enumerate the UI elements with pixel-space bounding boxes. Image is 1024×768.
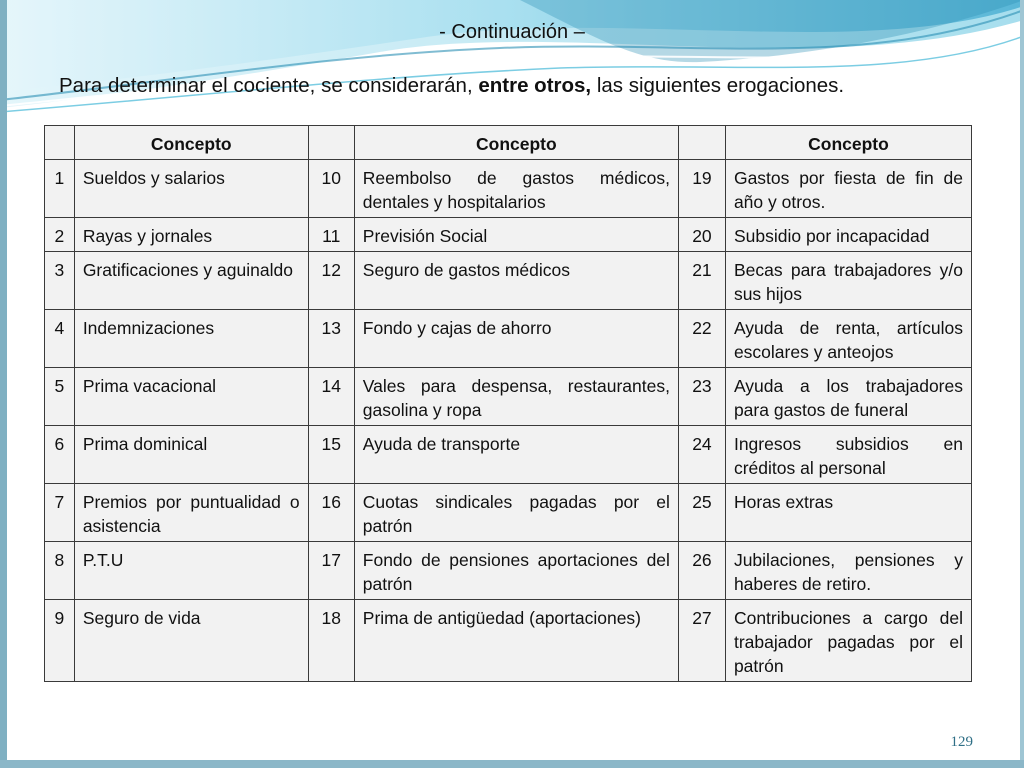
- concept-text: Gratificaciones y aguinaldo: [74, 252, 308, 310]
- concept-number: 23: [678, 368, 725, 426]
- concept-text: Sueldos y salarios: [74, 160, 308, 218]
- concept-text: Prima vacacional: [74, 368, 308, 426]
- left-frame-border: [0, 0, 7, 768]
- concept-number: 7: [45, 484, 75, 542]
- concept-number: 22: [678, 310, 725, 368]
- concept-number: 6: [45, 426, 75, 484]
- page-number: 129: [950, 734, 973, 750]
- concept-number: 14: [308, 368, 354, 426]
- concept-text: Fondo y cajas de ahorro: [354, 310, 678, 368]
- concept-number: 26: [678, 542, 725, 600]
- bottom-frame-border: [0, 760, 1024, 768]
- concept-text: P.T.U: [74, 542, 308, 600]
- concepts-table: [44, 125, 972, 682]
- concept-number: 9: [45, 600, 75, 682]
- concept-text: Seguro de vida: [74, 600, 308, 682]
- table-row: [45, 542, 972, 600]
- table-row: [45, 600, 972, 682]
- concept-number: 3: [45, 252, 75, 310]
- concept-text: Seguro de gastos médicos: [354, 252, 678, 310]
- header-concepto: Concepto: [354, 126, 678, 160]
- intro-text-start: Para determinar el cociente, se considerarán,: [59, 74, 479, 97]
- concept-text: Becas para trabajadores y/o sus hijos: [725, 252, 971, 310]
- concept-number: 21: [678, 252, 725, 310]
- table-row: [45, 160, 972, 218]
- concept-text: Reembolso de gastos médicos, dentales y hospitalarios: [354, 160, 678, 218]
- concept-number: 27: [678, 600, 725, 682]
- concept-number: 19: [678, 160, 725, 218]
- intro-paragraph: [59, 74, 1019, 98]
- table-header-row: [45, 126, 972, 160]
- concept-text: Gastos por fiesta de fin de año y otros.: [725, 160, 971, 218]
- table-row: [45, 426, 972, 484]
- table-row: [45, 252, 972, 310]
- concept-text: Cuotas sindicales pagadas por el patrón: [354, 484, 678, 542]
- concept-text: Ayuda de renta, artículos escolares y anteojos: [725, 310, 971, 368]
- concept-number: 5: [45, 368, 75, 426]
- concept-number: 18: [308, 600, 354, 682]
- table-row: [45, 368, 972, 426]
- concept-number: 11: [308, 218, 354, 252]
- concept-text: Previsión Social: [354, 218, 678, 252]
- concept-text: Premios por puntualidad o asistencia: [74, 484, 308, 542]
- intro-text-end: las siguientes erogaciones.: [591, 74, 845, 97]
- concept-text: Prima de antigüedad (aportaciones): [354, 600, 678, 682]
- table-row: [45, 484, 972, 542]
- table-row: [45, 218, 972, 252]
- table-row: [45, 310, 972, 368]
- concept-text: Jubilaciones, pensiones y haberes de retiro.: [725, 542, 971, 600]
- concept-text: Ayuda a los trabajadores para gastos de funeral: [725, 368, 971, 426]
- concept-number: 10: [308, 160, 354, 218]
- concept-text: Contribuciones a cargo del trabajador pagadas por el patrón: [725, 600, 971, 682]
- concept-number: 25: [678, 484, 725, 542]
- intro-text-bold: entre otros,: [478, 74, 592, 97]
- header-num: [678, 126, 725, 160]
- concept-number: 8: [45, 542, 75, 600]
- concept-number: 12: [308, 252, 354, 310]
- header-num: [45, 126, 75, 160]
- concept-number: 15: [308, 426, 354, 484]
- concept-text: Ayuda de transporte: [354, 426, 678, 484]
- concept-number: 17: [308, 542, 354, 600]
- concept-text: Ingresos subsidios en créditos al personal: [725, 426, 971, 484]
- concept-number: 16: [308, 484, 354, 542]
- concept-text: Vales para despensa, restaurantes, gasolina y ropa: [354, 368, 678, 426]
- right-frame-border: [1020, 0, 1024, 768]
- concept-text: Fondo de pensiones aportaciones del patrón: [354, 542, 678, 600]
- concept-number: 13: [308, 310, 354, 368]
- header-num: [308, 126, 354, 160]
- concept-number: 1: [45, 160, 75, 218]
- concept-text: Prima dominical: [74, 426, 308, 484]
- concept-number: 20: [678, 218, 725, 252]
- header-concepto: Concepto: [725, 126, 971, 160]
- concept-text: Horas extras: [725, 484, 971, 542]
- concept-text: Subsidio por incapacidad: [725, 218, 971, 252]
- concept-number: 24: [678, 426, 725, 484]
- slide-subtitle: - Continuación –: [439, 21, 585, 43]
- concept-number: 4: [45, 310, 75, 368]
- concept-text: Indemnizaciones: [74, 310, 308, 368]
- header-concepto: Concepto: [74, 126, 308, 160]
- concept-text: Rayas y jornales: [74, 218, 308, 252]
- concept-number: 2: [45, 218, 75, 252]
